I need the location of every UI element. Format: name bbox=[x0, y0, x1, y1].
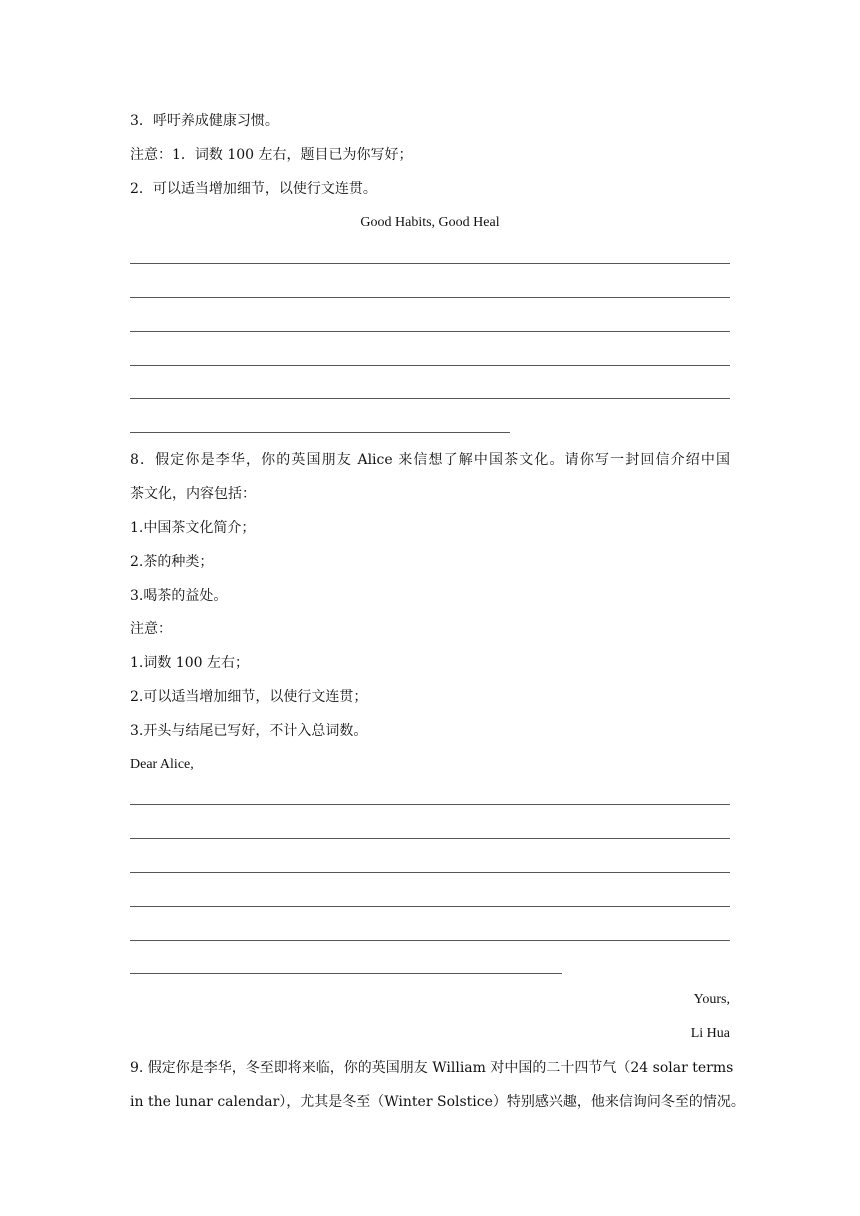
q8-item-2: 2.茶的种类； bbox=[130, 554, 214, 570]
answer-line bbox=[130, 906, 730, 907]
q8-note-3: 3.开头与结尾已写好，不计入总词数。 bbox=[130, 723, 368, 739]
q8-prompt-line-1: 8．假定你是李华，你的英国朋友 Alice 来信想了解中国茶文化。请你写一封回信介绍中国 bbox=[130, 452, 730, 468]
answer-line bbox=[130, 872, 730, 873]
answer-line bbox=[130, 940, 730, 941]
q8-item-1: 1.中国茶文化简介； bbox=[130, 520, 256, 536]
answer-line-short bbox=[130, 432, 510, 433]
q8-note-1: 1.词数 100 左右； bbox=[130, 655, 249, 671]
answer-line bbox=[130, 804, 730, 805]
q8-closing: Yours, bbox=[693, 992, 730, 1007]
q9-prompt-line-2: in the lunar calendar），尤其是冬至（Winter Solstice）特别感兴趣，他来信询问冬至的情况。 bbox=[130, 1094, 745, 1110]
answer-line bbox=[130, 263, 730, 264]
q8-note-2: 2.可以适当增加细节，以使行文连贯； bbox=[130, 689, 368, 705]
q8-note-heading: 注意： bbox=[130, 621, 172, 637]
q9-prompt-line-1: 9. 假定你是李华，冬至即将来临，你的英国朋友 William 对中国的二十四节气（24 solar terms bbox=[130, 1060, 734, 1076]
q8-salutation: Dear Alice, bbox=[130, 757, 194, 772]
answer-line bbox=[130, 365, 730, 366]
answer-line bbox=[130, 398, 730, 399]
q7-note-2: 2．可以适当增加细节，以使行文连贯。 bbox=[130, 181, 377, 197]
q7-item-3: 3．呼吁养成健康习惯。 bbox=[130, 113, 279, 129]
q8-item-3: 3.喝茶的益处。 bbox=[130, 588, 228, 604]
q7-note-1: 注意：1．词数 100 左右，题目已为你写好； bbox=[130, 147, 413, 163]
q8-signature: Li Hua bbox=[690, 1026, 730, 1041]
answer-line-short bbox=[130, 973, 562, 974]
answer-line bbox=[130, 838, 730, 839]
answer-line bbox=[130, 331, 730, 332]
q8-prompt-line-2: 茶文化，内容包括： bbox=[130, 486, 256, 502]
q7-essay-title: Good Habits, Good Heal bbox=[360, 215, 500, 230]
answer-line bbox=[130, 297, 730, 298]
